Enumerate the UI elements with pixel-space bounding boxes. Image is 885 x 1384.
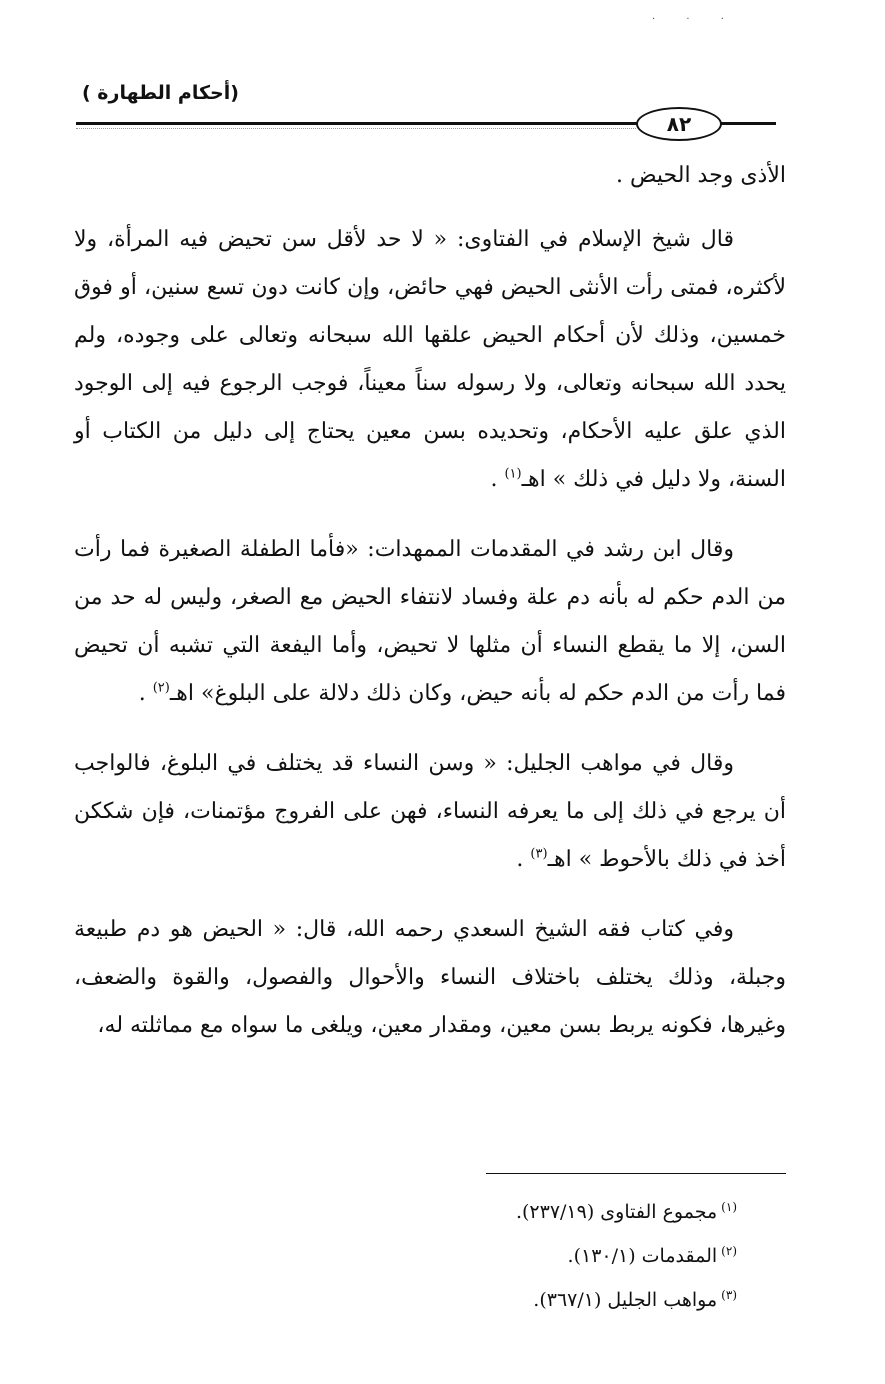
- paragraph: [74, 906, 786, 1050]
- footnote: [317, 1190, 737, 1234]
- paragraph-tail: .: [138, 681, 153, 706]
- footnote-reference: (٣): [530, 846, 548, 862]
- paragraph: [74, 216, 786, 504]
- footnote-reference: (٢): [152, 680, 170, 696]
- paragraph: [74, 526, 786, 718]
- paragraph: [74, 740, 786, 884]
- header-rule-thin: [76, 128, 636, 129]
- paragraph-tail: .: [490, 467, 505, 492]
- paragraph-text: وقال ابن رشد في المقدمات الممهدات: «فأما الطفلة الصغيرة فما رأت من الدم حكم له بأنه دم علة وفساد لانتفاء الحيض مع الصغر، وليس له حد من السن، إلا ما يقطع النساء أن مثلها لا تحيض، وأما اليفعة التي تشبه أن تحيض فما رأت من الدم حكم له بأنه حيض، وكان ذلك دلالة على البلوغ» اهـ: [74, 537, 786, 706]
- footnote-reference: (١): [504, 466, 522, 482]
- paragraph-text: وقال في مواهب الجليل: « وسن النساء قد يختلف في البلوغ، فالواجب أن يرجع في ذلك إلى ما يعرفه النساء، فهن على الفروج مؤتمنات، فإن شككن أخذ في ذلك بالأحوط » اهـ: [74, 751, 786, 872]
- footnote-mark: (١): [721, 1199, 737, 1214]
- footnote: [317, 1278, 737, 1322]
- body-text: [74, 152, 786, 1072]
- paragraph-text: قال شيخ الإسلام في الفتاوى: « لا حد لأقل سن تحيض فيه المرأة، ولا لأكثره، فمتى رأت الأنثى الحيض فهي حائض، وإن كانت دون تسع سنين، أو فوق خمسين، وذلك لأن أحكام الحيض علقها الله سبحانه وتعالى على وجوده، ولم يحدد الله سبحانه وتعالى، ولا رسوله سناً معيناً، فوجب الرجوع فيه إلى الوجود الذي علق عليه الأحكام، وتحديده بسن معين يحتاج إلى دليل من الكتاب أو السنة، ولا دليل في ذلك » اهـ: [74, 227, 786, 492]
- footnotes: [317, 1190, 737, 1322]
- paragraph-tail: .: [516, 847, 531, 872]
- paragraph: [74, 152, 786, 200]
- footnote: [317, 1234, 737, 1278]
- footnote-text: المقدمات (١٣٠/١).: [567, 1245, 718, 1267]
- running-title: (أحكام الطهارة ): [82, 82, 239, 104]
- footnote-mark: (٢): [721, 1243, 737, 1258]
- paragraph-text: وفي كتاب فقه الشيخ السعدي رحمه الله، قال: « الحيض هو دم طبيعة وجبلة، وذلك يختلف باختلاف النساء والأحوال والفصول، والقوة والضعف، وغيرها، فكونه يربط بسن معين، ومقدار معين، ويلغى ما سواه مع مماثلته له،: [74, 917, 786, 1038]
- footnote-text: مواهب الجليل (٣٦٧/١).: [533, 1289, 718, 1311]
- footnote-separator: [486, 1173, 786, 1174]
- page-number: ٨٢: [636, 107, 722, 141]
- scan-artifact: · · ·: [652, 14, 738, 25]
- paragraph-text: الأذى وجد الحيض .: [615, 163, 786, 188]
- footnote-text: مجموع الفتاوى (٢٣٧/١٩).: [515, 1201, 718, 1223]
- footnote-mark: (٣): [721, 1287, 737, 1302]
